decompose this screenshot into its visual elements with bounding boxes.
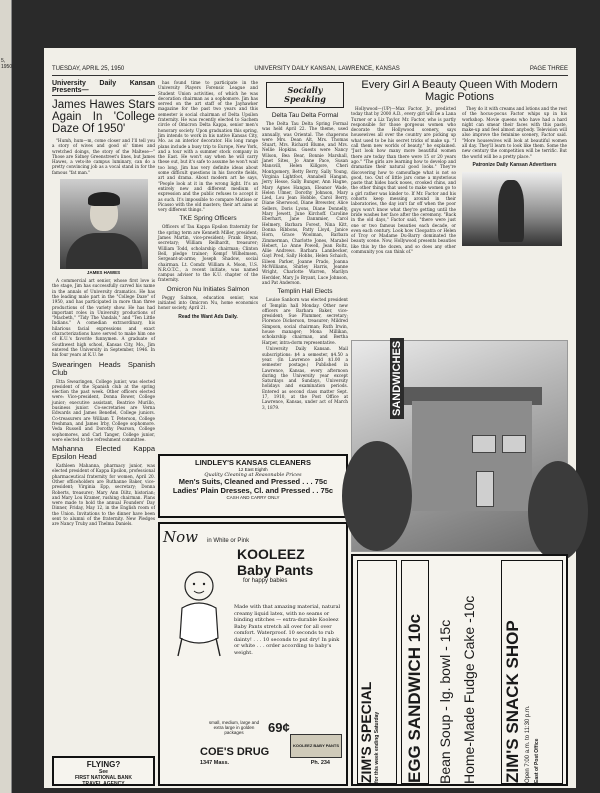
beauty-story-body bbox=[351, 106, 568, 256]
ad-lindley-address: 12 East Eighth bbox=[238, 467, 268, 472]
story-spanish-club: Etta Swearingen, College junior, was elected president of the Spanish club at the spring election the past week. Other officers elected were: Vice-president, Donna Bower, College junior; executive assistant, Beatrice Murillo, business junior. Co-secretaries are Verna Edwards and James Benefiel, College juniors. Co-treasurers are William T. Peterson, College freshman, and James Irby, College sophomore. Veda Russell and Dorothy Pearson, College sophomores, and Carl Tanger, College junior, were elected to the refreshment committee. bbox=[52, 378, 155, 442]
story-beauty-right: They do it with creams and lotions and the rest of the hocus-pocus Factor whips up in his workshop. Movie queens who have had a hard night can smear their faces with this paste, make-up and feel almost anybody. Television will also improve the feminine scenery, Factor said. "More housewives will look at beautiful women all day. They'll learn to look like them. Some the new century the competition will be terrific. But the world will be a pretty place." bbox=[462, 106, 567, 159]
ad-kooleez-price: 69¢ bbox=[268, 720, 290, 735]
ad-kooleez-brand: KOOLEEZ bbox=[237, 546, 305, 562]
ad-zims-egg-panel bbox=[401, 560, 429, 784]
baby-illustration bbox=[168, 568, 230, 658]
ad-zims-bean-soup: Bean Soup - lg. bowl - 15c bbox=[437, 619, 453, 784]
headline-tke: TKE Spring Officers bbox=[179, 215, 237, 223]
ad-zims-special-title: ZIM'S SPECIAL bbox=[358, 681, 374, 783]
kicker: University Daily Kansan Presents— bbox=[52, 80, 155, 94]
ad-zims-shop-name: ZIM'S SNACK SHOP bbox=[503, 620, 522, 783]
sandwiches-sign: SANDWICHES bbox=[390, 338, 404, 419]
socially-speaking-box: Socially Speaking bbox=[266, 82, 344, 108]
ad-kooleez-now: Now bbox=[163, 528, 198, 546]
adjacent-page-date: 5, 1950 bbox=[1, 58, 13, 70]
beauty-story-left bbox=[351, 106, 456, 256]
advertiser-photo bbox=[462, 172, 562, 246]
ad-kooleez bbox=[158, 522, 348, 786]
column-3 bbox=[262, 80, 348, 504]
column-1 bbox=[52, 80, 155, 780]
ad-lindley-terms: CASH AND CARRY ONLY bbox=[226, 495, 280, 500]
ad-flying-bank: FIRST NATIONAL BANK bbox=[74, 775, 133, 781]
ad-kooleez-store-info bbox=[200, 760, 330, 766]
want-ads-note: Read the Want Ads Daily. bbox=[178, 313, 238, 320]
photo-window bbox=[472, 435, 496, 453]
folio-paper: UNIVERSITY DAILY KANSAN, LAWRENCE, KANSAS bbox=[254, 66, 400, 72]
photo-caption: JAMES HAWES bbox=[86, 270, 121, 276]
adjacent-page-edge bbox=[0, 0, 12, 793]
story-beauty-left: Hollywood—(UP)—Max Factor, Jr., predicted today that by 2000 A.D., every girl will be a Lana Turner or a Liz Taylor. Mr. Factor, who is partly responsible for those gorgeous women who decorate the Hollywood scenery, says housewives all over the country are picking up what used to be his secret tricks of make up. "I call them new worlds of beauty," he explained. "Just look how many more beautiful women there are today than there were 15 or 20 years ago." "The girls are learning how to develop and dramatize their natural good looks." They're discovering how to camouflage what is not so good, too. Out of little jars come a mysterious paste that hides back noses, crooked chins, and the other things that used to make women go to a girl rather was kinder to. If Mr. Factor and his cohorts keep messing around in their laboratories, the day isn't far off when the poor guys won't know what they're getting until the bride washes her face after the ceremony. "Back in the old days," Factor said, "there were just one or two famous beauties each decade, or even each century. Look how Cleopatra or Helen of Troy or Madame Du-Barry dominated the beauty scene. Now, Hollywood presents beauties like this by the dozen, and so does any other community you can think of." bbox=[351, 106, 456, 255]
headline-templin-hall: Templin Hall Elects bbox=[277, 288, 333, 296]
folio-line bbox=[52, 66, 568, 76]
ad-kooleez-tagline: for happy babies bbox=[243, 578, 288, 584]
photo-hair bbox=[88, 192, 120, 206]
story-tke: Officers of Tau Kappa Epsilon fraternity for the spring term are Kenneth Miller, president; James Martin, vice-president; Frank Bryan, secretary; William Reilhardt, treasurer; William Todd, scholarship chairman; Clinton Bell, pledge trainer; Kempf Wilhelmsen, Sergeant-at-arms; Joseph Shadow, social chairman. Lt. Comdr. William A. Moon, U.S. N.R.O.T.C., a recent initiate, was named campus adviser to the K.U. chapter of the fraternity. bbox=[158, 224, 258, 283]
advertiser-figure bbox=[498, 180, 524, 242]
folio-page: PAGE THREE bbox=[529, 66, 568, 72]
headline-omicron-nu: Omicron Nu Initiates Salmon bbox=[166, 285, 250, 293]
headline-delta-tau-delta: Delta Tau Delta Formal bbox=[271, 112, 339, 119]
headline-beauty-queen: Every Girl A Beauty Queen With Modern Magic Potions bbox=[361, 79, 558, 103]
zims-snack-shop-photo bbox=[351, 340, 568, 552]
ad-kooleez-colors: in White or Pink bbox=[207, 538, 250, 544]
photo-building bbox=[412, 401, 532, 511]
beauty-story-right bbox=[462, 106, 567, 256]
ad-zims-menu-panel bbox=[433, 560, 493, 784]
newspaper-page bbox=[44, 48, 576, 788]
headline-spanish-club: Swearingen Heads Spanish Club bbox=[52, 359, 155, 377]
portrait-photo bbox=[60, 179, 148, 269]
story-body: A commercial art senior, whose first love is the stage, Jim has successfully carved his name in the annals of University dramatics. He has the leading male part in the "College Daze" of 1950, and has participated in more than three productions of the variety show. He has had important roles in University productions of "Macbeth," "Tidy The Vandals," and "Ten Little Indians." A comedian extraordinary, his hilarious facial expressions and exact characterizations have served to make him one of K.U.'s favorite funnymen. A graduate of Southwest high school, Kansas City, Mo., Jim entered the University in September, 1946. In his four years at K.U. he bbox=[52, 278, 155, 358]
photo-tree bbox=[528, 461, 588, 561]
masthead-notice: University Daily Kansan. Mail subscriptions: $4 a semester, $4.50 a year. (In Lawrence add $1.00 a semester postage.) Published in Lawrence, Kansas, every afternoon during the University year except Saturdays and Sundays, University holidays and examination periods. Entered as second class matter Sept. 17, 1910, at the Post Office at Lawrence, Kansas, under act of March 3, 1879. bbox=[262, 346, 348, 410]
ad-flying-title: FLYING? bbox=[86, 760, 121, 769]
story-templin-hall: Louise Sanborn was elected president of Templin hall Monday. Other new officers are Barbara Baker, vice-president; Sue Plummer, secretary; Florence Dickerson, treasurer; Mildred Simpson, social chairman; Ruth Irwin, house manager; Mona Millikan, scholarship chairman, and Bertha Harper, intra-dorm representative. bbox=[262, 297, 348, 345]
story-lead: "Humh, hum—m, come closer and I'll tell you a story of wives and good ol' times and wretched doings, the story of the Maltese—" Those are Sidney Greenstreet's lines, but James Hawes, a vets-ite campus luminary, can do a pretty convincing job as a vocal stand in for the famous "fat man." bbox=[52, 138, 155, 175]
ad-zims-location: East of Post Office bbox=[534, 738, 540, 783]
ad-lindley-suits: Men's Suits, Cleaned and Pressed . . . 75c bbox=[178, 477, 328, 486]
ad-zims-shop-panel bbox=[501, 560, 563, 784]
ad-flying-agency: TRAVEL AGENCY bbox=[82, 781, 125, 787]
photo-tree bbox=[342, 441, 412, 551]
story-hawes-continued: has found time to participate in the University Players Forensic League and Student Union activities, of which he was decoration chairman as a sophomore. Jim has served on the art staff of the Jayhawker magazine for the past two years and this semester is social chairman of Delta Upsilon fraternity. He was recently elected to Sachem circle of Omicron Delta Kappa, senior men's honorary society. Upon graduation this spring, Jim intends to work in his native Kansas City, Mo. as an interior decorator. His long range plans include a busy trip to Europe, New York, and a tour with a summer stock company in the East. He won't say when he will carry these out, but it's safe to assume he won't wait too long. Jim has very definite ideas about some difficult questions in his favorite fields, art and drama. About modern art he says, "People look at it in the wrong light. It's an entirely new and different medium of expression and the public refuses to accept it as such. It's impossible to compare Matisse or Picasso with the old masters; their art aims at very different things." bbox=[158, 80, 258, 213]
column-2 bbox=[158, 80, 258, 320]
ad-zims-shop-text bbox=[502, 620, 541, 783]
ad-zims-menu-text bbox=[433, 596, 481, 784]
ad-lindley-name: LINDLEY'S KANSAS CLEANERS bbox=[195, 458, 311, 467]
ad-kooleez-sizes: small, medium, large and extra large in golden packages bbox=[208, 720, 260, 735]
ad-kooleez-store-phone: Ph. 234 bbox=[310, 760, 330, 766]
story-delta-tau-delta: The Delta Tau Delta Spring Formal was held April 22. The theme, used annually, was Oriental. The chaperons were Mrs. Dean Alt, Mrs. Thomas Stuart, Mrs. Richard Blume, and Mrs. Nellie Hopkins. Guests were Nancy Wilson, Bea Bear, Bonnie Marshall, Janet Sites, Jo Anne Pace, Susan Mansvill, Helen Killgore, Cheri Montgomery, Betty Berry, Sally Young, Virginia Lightfoot, Annabell Hangan, Jerry Hesse, Sally Bunger, Ann Hagne, Mary Agnes Hangan, Eleanor Wade, Helen Ulmer, Dorothy Johnson, Mary Lied, Lou Jean Hobble, Carol Berry, Diane Sherwood, Diane Brewster, Alice Sellers, Doris Lyons, Diane Donnelly, Mary Jewett, June Kirchoff. Caroline Eberhart, Jane Dannmier, Carol Helmery, Barbara Forest, Nina Kitt, Donna Ribbons, Patty Lloyd, Janice Horn, Grace Woolman, Barbara Zimmerman, Charlotte Jones, Marabel Hebert, Lo Anne Powell, Jean Roltz, Allie Andrews. Barbara Lannbecker, Gayl Pred, Sally Hobbs, Helen Schaich, Eileen Parker, Joanne Prado, Joanna McWilliams, Shirley Harris, Jeanne Wright, Charlotte Warren, Marilyn Herdder, Mary Jo Bryant, Luce Johnson, and Pat Anderson. bbox=[262, 121, 348, 285]
patronize-advertisers: Patronize Daily Kansan Advertisers bbox=[472, 161, 557, 168]
ad-zims-special-text bbox=[358, 682, 381, 783]
ad-kooleez-package: KOOLEEZ BABY PANTS bbox=[290, 734, 342, 758]
ad-kooleez-store: COE'S DRUG bbox=[200, 746, 270, 758]
photo-door bbox=[476, 471, 494, 507]
ad-zims-hours: Open 7:00 a.m. to 11:30 p.m. bbox=[525, 705, 531, 783]
ad-kooleez-store-address: 1347 Mass. bbox=[200, 760, 230, 766]
ad-zims-fudge-cake: Home-Made Fudge Cake -10c bbox=[461, 595, 477, 784]
folio-date: TUESDAY, APRIL 25, 1950 bbox=[52, 66, 125, 72]
photo-window bbox=[502, 435, 526, 453]
ad-flying-see: See bbox=[99, 769, 108, 775]
ad-kooleez-description: Made with that amazing material, natural creamy liquid latex, with no seams or binding stitches — extra-durable Kooleez Baby Pants stretch all over for all over comfort. Waterproof. 10 seconds to rub dainty! . . . 10 seconds to put dry! In pink or white . . . order according to baby's weight. bbox=[234, 604, 341, 656]
ad-zims-special-sub: for this week ending Saturday bbox=[374, 711, 380, 783]
headline-hawes: James Hawes Stars Again In 'College Daze Of 1950' bbox=[52, 99, 155, 135]
ad-lindley-dresses: Ladies' Plain Dresses, Cl. and Pressed . . 75c bbox=[172, 485, 334, 495]
story-kappa-epsilon: Kathleen Mahanna, pharmacy junior, was elected president of Kappa Epsilon, professional pharmaceutical fraternity for women, April 20. Other officeholders are Ruthanne Baker, vice-president; Virginia Epp, secretary; Donna Roberts, treasurer; Mary Ann Diltz, historian; and Mary Lou Kramer, rushing chairman. Plans were made to hold the annual Founders' Day Dinner, Friday, May 12, in the English room of the Union. Invitations to the dinner have been sent to alumni of the fraternity. New Pledges are Nancy Truby and Thelma Daniels. bbox=[52, 463, 155, 527]
photo-coat bbox=[66, 233, 142, 269]
ad-kooleez-product: Baby Pants bbox=[237, 562, 314, 578]
ad-zims-egg-text bbox=[402, 614, 428, 783]
headline-kappa-epsilon: Mahanna Elected Kappa Epsilon Head bbox=[52, 444, 155, 462]
ad-lindley-cleaners bbox=[158, 454, 348, 518]
story-omicron-nu: Peggy Salmon, education senior, was initiated into Omicron Nu, home economics honor society, April 21. bbox=[158, 294, 258, 311]
ad-zims-snack-shop bbox=[351, 554, 568, 786]
ad-flying bbox=[52, 756, 155, 786]
ad-zims-egg-sandwich: EGG SANDWICH 10c bbox=[405, 613, 424, 783]
ad-zims-special-panel bbox=[357, 560, 397, 784]
ad-lindley-slogan: Quality Cleaning at Reasonable Prices bbox=[204, 472, 302, 478]
